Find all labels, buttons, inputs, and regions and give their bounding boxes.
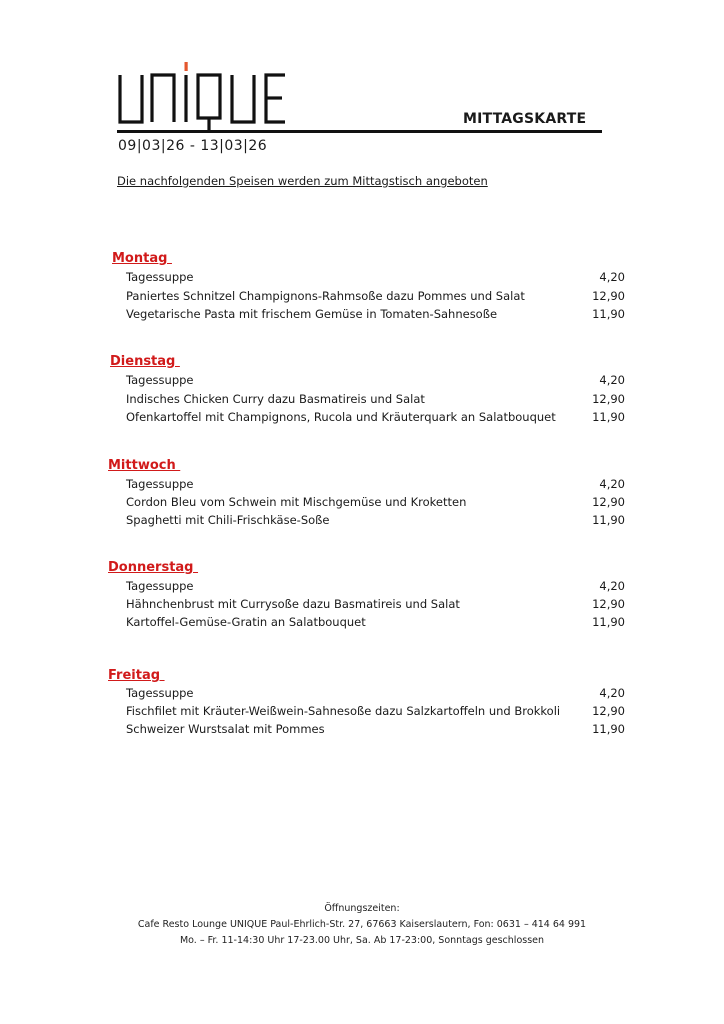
menu-item [126, 704, 625, 722]
menu-item [126, 289, 625, 307]
day-heading: Donnerstag [108, 560, 199, 575]
menu-item [126, 410, 625, 428]
dish-name: Schweizer Wurstsalat mit Pommes [126, 722, 325, 736]
dish-name: Tagessuppe [126, 373, 194, 387]
dish-name: Vegetarische Pasta mit frischem Gemüse in Tomaten-Sahnesoße [126, 307, 498, 321]
dish-name: Tagessuppe [126, 270, 194, 284]
address-line: Cafe Resto Lounge UNIQUE Paul-Ehrlich-Str. 27, 67663 Kaiserslautern, Fon: 0631 – 414 64 991 [137, 919, 587, 930]
dish-name: Tagessuppe [126, 686, 194, 700]
dish-name: Tagessuppe [126, 477, 194, 491]
menu-item [126, 686, 625, 704]
date-range: 09|03|26 - 13|03|26 [118, 138, 268, 154]
menu-item [126, 579, 625, 597]
dish-price: 12,90 [592, 495, 625, 509]
dish-price: 11,90 [592, 410, 625, 424]
header-divider [117, 130, 602, 133]
dish-price: 12,90 [592, 704, 625, 718]
menu-item [126, 597, 625, 615]
day-heading: Freitag [108, 668, 165, 683]
page-title: MITTAGSKARTE [463, 111, 587, 127]
dish-price: 11,90 [592, 615, 625, 629]
menu-item [126, 495, 625, 513]
menu-item [126, 307, 625, 325]
dish-price: 11,90 [592, 513, 625, 527]
menu-item [126, 373, 625, 391]
dish-price: 12,90 [592, 392, 625, 406]
dish-price: 11,90 [592, 722, 625, 736]
dish-name: Ofenkartoffel mit Champignons, Rucola und Kräuterquark an Salatbouquet [126, 410, 556, 424]
dish-price: 4,20 [599, 373, 625, 387]
dish-price: 12,90 [592, 289, 625, 303]
dish-name: Cordon Bleu vom Schwein mit Mischgemüse und Kroketten [126, 495, 467, 509]
menu-item [126, 722, 625, 740]
hours-line: Mo. – Fr. 11-14:30 Uhr 17-23.00 Uhr, Sa. Ab 17-23:00, Sonntags geschlossen [179, 935, 545, 946]
menu-item [126, 392, 625, 410]
opening-hours-heading: Öffnungszeiten: [324, 903, 400, 914]
dish-price: 4,20 [599, 477, 625, 491]
menu-item [126, 477, 625, 495]
dish-price: 4,20 [599, 270, 625, 284]
dish-price: 12,90 [592, 597, 625, 611]
menu-item [126, 270, 625, 288]
dish-name: Spaghetti mit Chili-Frischkäse-Soße [126, 513, 330, 527]
day-heading: Montag [112, 251, 172, 266]
intro-text: Die nachfolgenden Speisen werden zum Mittagstisch angeboten [117, 174, 488, 188]
dish-name: Fischfilet mit Kräuter-Weißwein-Sahnesoße dazu Salzkartoffeln und Brokkoli [126, 704, 561, 718]
dish-price: 11,90 [592, 307, 625, 321]
dish-name: Kartoffel-Gemüse-Gratin an Salatbouquet [126, 615, 366, 629]
dish-name: Indisches Chicken Curry dazu Basmatireis und Salat [126, 392, 425, 406]
dish-name: Tagessuppe [126, 579, 194, 593]
dish-name: Hähnchenbrust mit Currysoße dazu Basmatireis und Salat [126, 597, 460, 611]
dish-price: 4,20 [599, 579, 625, 593]
dish-name: Paniertes Schnitzel Champignons-Rahmsoße dazu Pommes und Salat [126, 289, 525, 303]
unique-logo [117, 62, 287, 134]
day-heading: Mittwoch [108, 458, 181, 473]
day-heading: Dienstag [110, 354, 180, 369]
menu-item [126, 615, 625, 633]
menu-item [126, 513, 625, 531]
dish-price: 4,20 [599, 686, 625, 700]
